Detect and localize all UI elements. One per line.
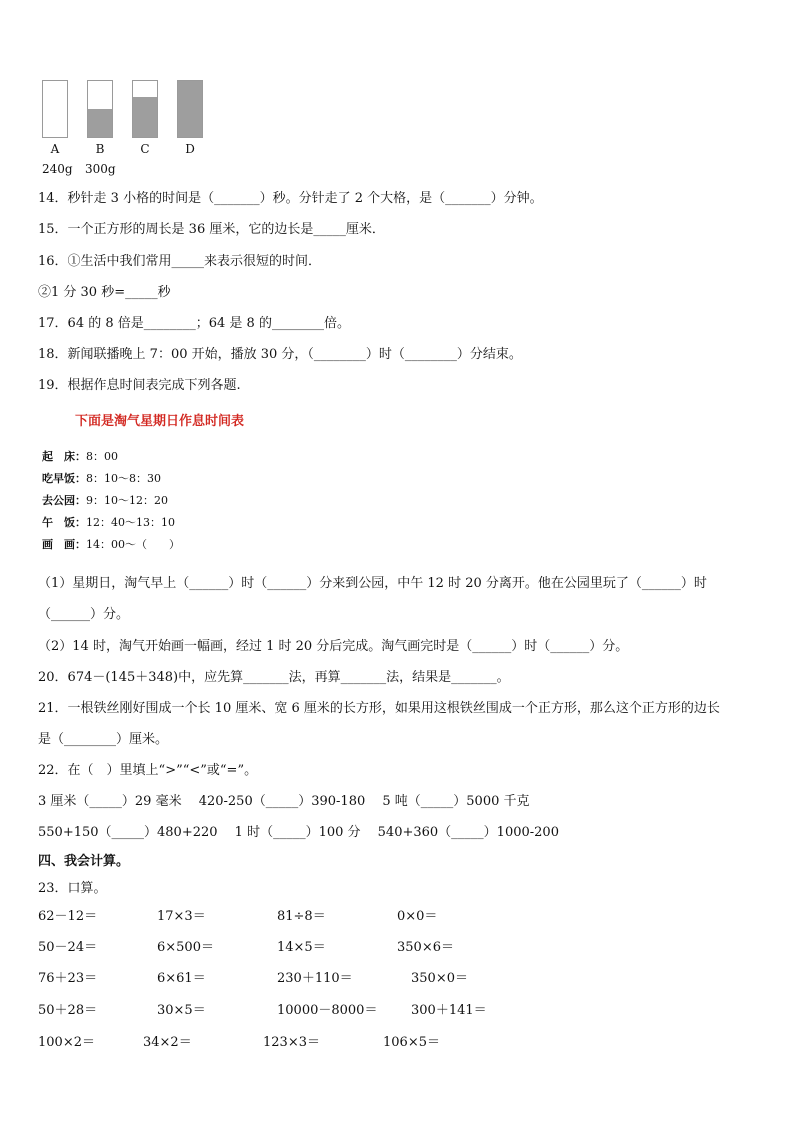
oral-item: 0×0＝ [397,909,438,924]
question-20: 20．674－(145＋348)中，应先算_______法，再算_______法，结果是_______。 [38,670,510,685]
question-23: 23．口算。 [38,881,107,896]
question-22-row2: 550+150（_____）480+220 1 时（_____）100 分 540+360（_____）1000-200 [38,825,559,840]
bar-d-label: D [185,142,195,156]
oral-item: 106×5＝ [383,1035,440,1050]
question-15: 15．一个正方形的周长是 36 厘米，它的边长是_____厘米． [38,222,385,237]
bar-c-label: C [140,142,150,156]
oral-item: 100×2＝ [38,1035,95,1050]
bar-b-fill [88,109,112,137]
section-4-heading: 四、我会计算。 [38,854,130,869]
oral-item: 76＋23＝ [38,971,98,986]
schedule-row-value: 8：10～8：30 [86,472,161,485]
schedule-row [42,470,161,486]
oral-item: 14×5＝ [277,940,326,955]
oral-item: 30×5＝ [157,1003,206,1018]
oral-item: 50＋28＝ [38,1003,98,1018]
question-14: 14．秒针走 3 小格的时间是（_______）秒。分针走了 2 个大格，是（_______）分钟。 [38,191,543,206]
oral-item: 81÷8＝ [277,909,326,924]
schedule-row-value: 12：40～13：10 [86,516,175,529]
oral-item: 6×500＝ [157,940,214,955]
bar-d-fill [178,81,202,137]
schedule-row-value: 9：10～12：20 [86,494,168,507]
oral-item: 350×6＝ [397,940,454,955]
oral-item: 10000－8000＝ [277,1003,378,1018]
schedule-row [42,536,180,552]
schedule-row [42,492,168,508]
question-19-2: （2）14 时，淘气开始画一幅画，经过 1 时 20 分后完成。淘气画完时是（______）时（______）分。 [38,639,629,654]
schedule-row [42,448,118,464]
question-22-row1: 3 厘米（_____）29 毫米 420-250（_____）390-180 5 吨（_____）5000 千克 [38,794,530,809]
bar-a-label: A [50,142,60,156]
schedule-row-label: 起 床： [42,450,86,463]
question-21-line2: 是（________）厘米。 [38,732,169,747]
oral-item: 34×2＝ [143,1035,192,1050]
question-17: 17．64 的 8 倍是________；64 是 8 的________倍。 [38,316,350,331]
schedule-row-value: 14：00～（ ） [86,538,180,551]
oral-item: 230＋110＝ [277,971,353,986]
weight-a: 240g [42,162,73,176]
bar-b-label: B [95,142,105,156]
weight-b: 300g [85,162,116,176]
oral-item: 350×0＝ [411,971,468,986]
schedule-row-label: 去公园： [42,494,86,507]
oral-item: 62－12＝ [38,909,98,924]
bar-c [132,80,158,138]
bar-b [87,80,113,138]
question-21-line1: 21．一根铁丝刚好围成一个长 10 厘米、宽 6 厘米的长方形，如果用这根铁丝围成一个正方形，那么这个正方形的边长 [38,701,720,716]
schedule-row-label: 画 画： [42,538,86,551]
schedule-row-label: 吃早饭： [42,472,86,485]
oral-item: 17×3＝ [157,909,206,924]
question-16-part2: ②1 分 30 秒=_____秒 [38,285,171,300]
oral-item: 123×3＝ [263,1035,320,1050]
question-16-part1: 16．①生活中我们常用_____来表示很短的时间． [38,254,322,269]
question-19-1-line1: （1）星期日，淘气早上（______）时（______）分来到公园，中午 12 时 20 分离开。他在公园里玩了（______）时 [38,576,707,591]
oral-item: 50－24＝ [38,940,98,955]
bar-c-fill [133,97,157,137]
bar-a [42,80,68,138]
question-22: 22．在（ ）里填上“>”“<”或“=”。 [38,763,258,778]
schedule-row-value: 8：00 [86,450,118,463]
oral-item: 300＋141＝ [411,1003,487,1018]
schedule-title: 下面是淘气星期日作息时间表 [75,414,245,429]
bar-d [177,80,203,138]
question-19: 19．根据作息时间表完成下列各题. [38,378,241,393]
question-18: 18．新闻联播晚上 7：00 开始，播放 30 分，（________）时（________）分结束。 [38,347,522,362]
question-19-1-line2: （______）分。 [38,607,130,622]
oral-item: 6×61＝ [157,971,206,986]
schedule-row [42,514,175,530]
schedule-row-label: 午 饭： [42,516,86,529]
